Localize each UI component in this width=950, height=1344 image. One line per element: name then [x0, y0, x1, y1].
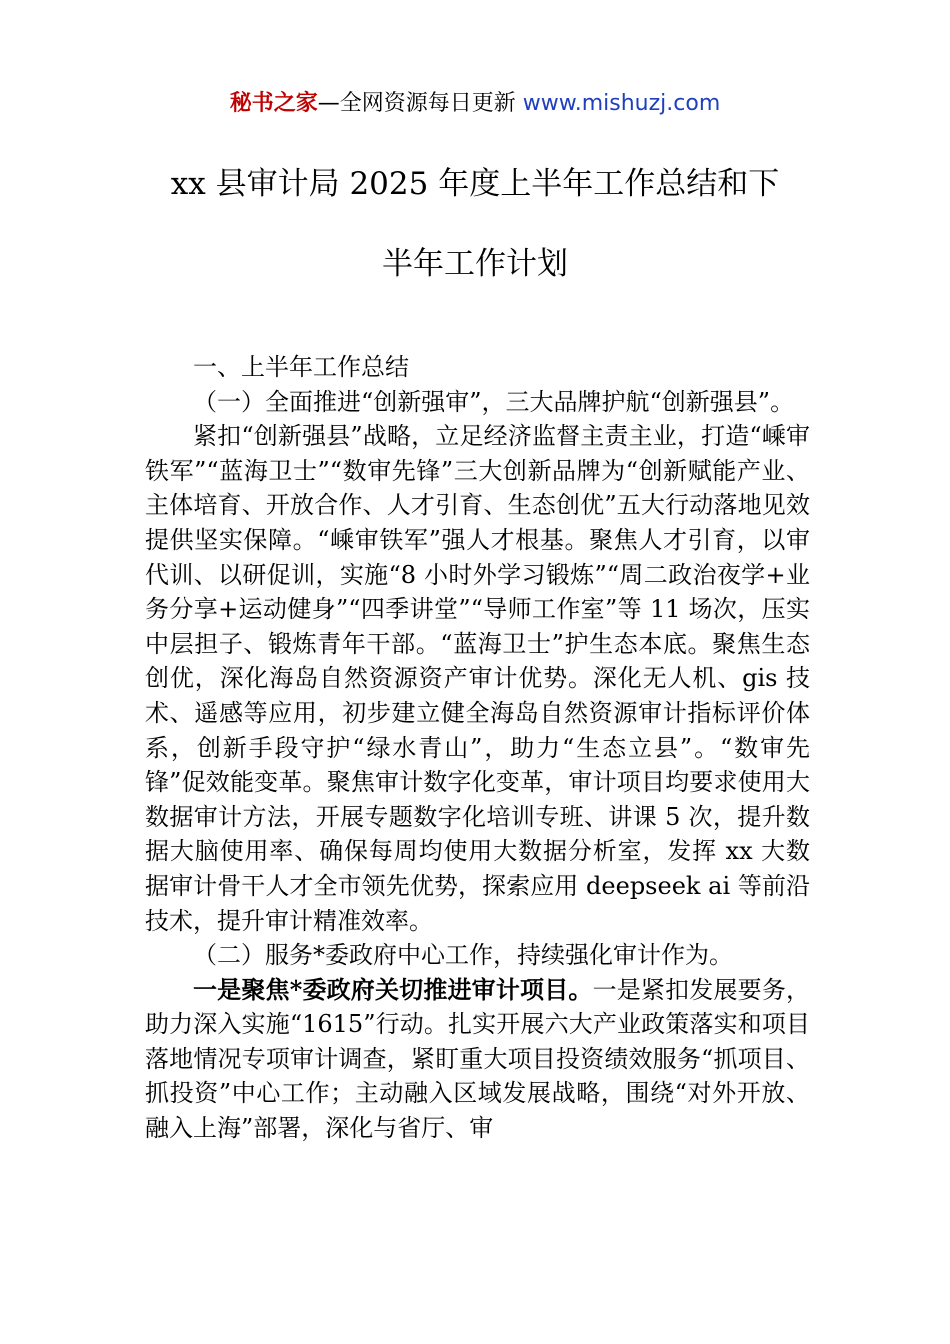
site-slogan: —全网资源每日更新 — [317, 91, 523, 116]
document-body — [145, 350, 810, 1146]
document-title — [100, 160, 850, 288]
section-1-heading: 一、上半年工作总结 — [193, 353, 409, 381]
subsection-2-paragraph — [145, 973, 810, 1146]
subsection-1-paragraph: 紧扣“创新强县”战略，立足经济监督主责主业，打造“嵊审铁军”“蓝海卫士”“数审先锋”三大创新品牌为“创新赋能产业、主体培育、开放合作、人才引育、生态创优”五大行动落地见效提供坚实保障。“嵊审铁军”强人才根基。聚焦人才引育，以审代训、以研促训，实施“8 小时外学习锻炼”“周二政治夜学+业务分享+运动健身”“四季讲堂”“导师工作室”等 11 场次，压实中层担子、锻炼青年干部。“蓝海卫士”护生态本底。聚焦生态创优，深化海岛自然资源资产审计优势。深化无人机、gis 技术、遥感等应用，初步建立健全海岛自然资源审计指标评价体系，创新手段守护“绿水青山”，助力“生态立县”。“数审先锋”促效能变革。聚焦审计数字化变革，审计项目均要求使用大数据审计方法，开展专题数字化培训专班、讲课 5 次，提升数据大脑使用率、确保每周均使用大数据分析室，发挥 xx 大数据审计骨干人才全市领先优势，探索应用 deepseek ai 等前沿技术，提升审计精准效率。 — [145, 422, 810, 935]
title-line-2: 半年工作计划 — [382, 246, 568, 282]
subsection-2-text: 一是紧扣发展要务，助力深入实施“1615”行动。扎实开展六大产业政策落实和项目落地情况专项审计调查，紧盯重大项目投资绩效服务“抓项目、抓投资”中心工作；主动融入区域发展战略，围绕“对外开放、融入上海”部署，深化与省厅、审 — [145, 975, 810, 1143]
site-url[interactable]: www.mishuzj.com — [522, 91, 721, 116]
subsection-1-heading: （一）全面推进“创新强审”，三大品牌护航“创新强县”。 — [193, 387, 795, 416]
site-brand: 秘书之家 — [229, 91, 318, 116]
site-header — [0, 88, 950, 120]
subsection-2-heading: （二）服务*委政府中心工作，持续强化审计作为。 — [193, 941, 733, 970]
subsection-2-lead: 一是聚焦*委政府关切推进审计项目。 — [193, 974, 593, 1004]
title-line-1: xx 县审计局 2025 年度上半年工作总结和下 — [170, 166, 780, 202]
